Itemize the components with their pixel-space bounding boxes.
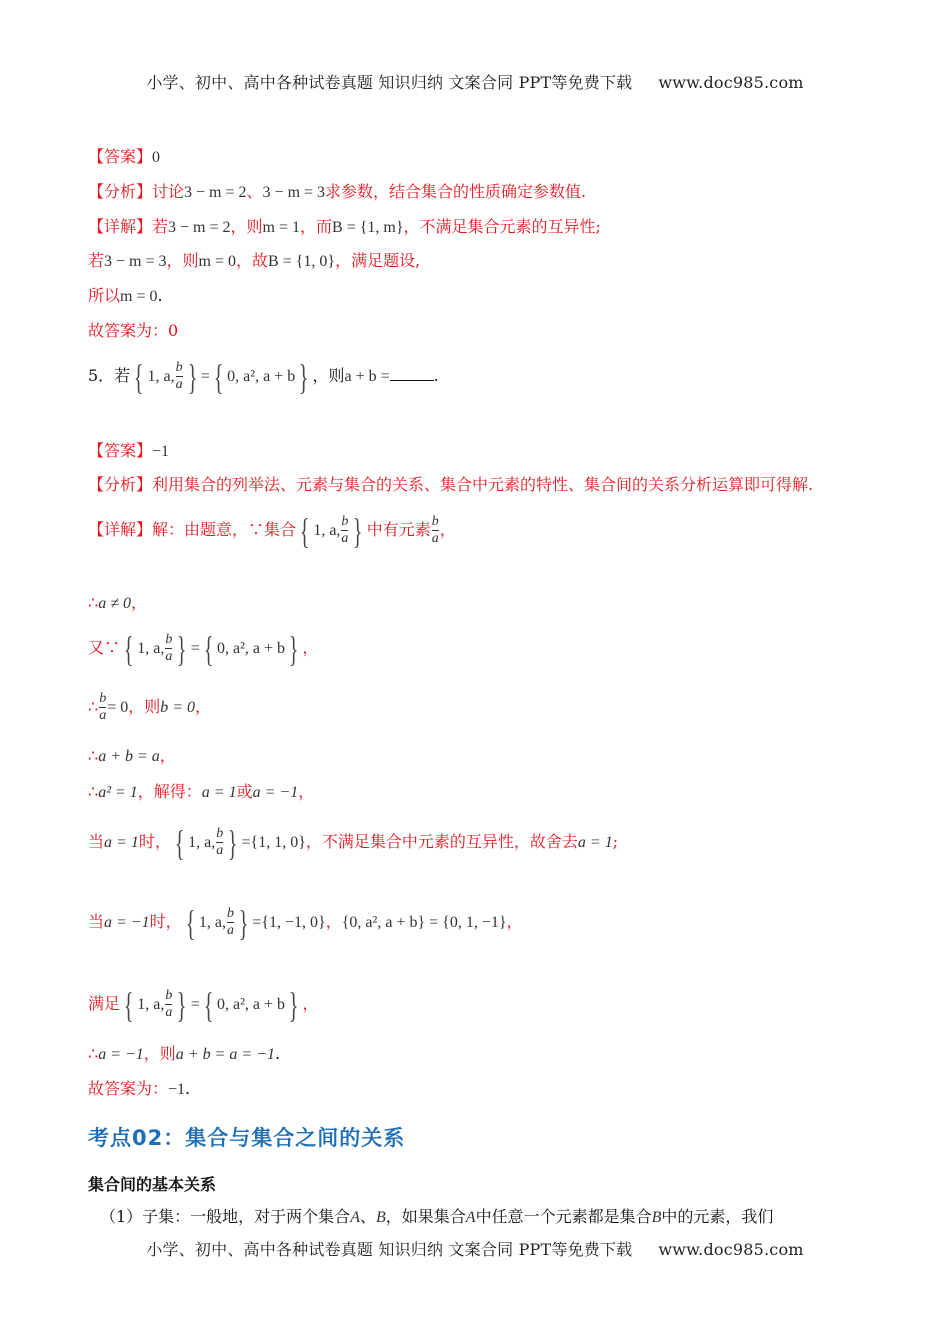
numerator: b bbox=[165, 988, 173, 1003]
q5-detail bbox=[88, 510, 890, 551]
text: 若 bbox=[152, 217, 169, 236]
set-expr bbox=[120, 985, 191, 1025]
analysis-text: 讨论 bbox=[152, 182, 185, 201]
numerator: b bbox=[431, 514, 439, 529]
question-number: 5．若 bbox=[88, 366, 131, 385]
text: ， bbox=[302, 638, 319, 657]
numerator: b bbox=[227, 906, 235, 921]
text: ，满足题设, bbox=[335, 251, 421, 270]
answer-blank bbox=[390, 366, 434, 381]
math-var: B bbox=[375, 1209, 386, 1226]
header-text: 小学、初中、高中各种试卷真题 知识归纳 文案合同 PPT等免费下载 bbox=[146, 73, 633, 92]
page-header bbox=[0, 70, 950, 93]
brace-left: { bbox=[134, 356, 144, 397]
text: ，则 bbox=[312, 366, 345, 385]
equals: = bbox=[200, 368, 210, 385]
set-expr bbox=[130, 357, 201, 397]
text: 若 bbox=[88, 251, 105, 270]
text: ，不满足集合元素的互异性; bbox=[403, 217, 601, 236]
numerator: b bbox=[175, 360, 183, 375]
q5-question bbox=[88, 356, 890, 397]
set-items: 0, a², a + b bbox=[217, 639, 286, 657]
text: 时， bbox=[149, 912, 182, 931]
text: ，则 bbox=[143, 1044, 176, 1063]
text: ，如果集合 bbox=[385, 1207, 466, 1226]
text: 当 bbox=[88, 832, 105, 851]
brace-right: } bbox=[288, 984, 299, 1025]
math-expr: = 0 bbox=[107, 699, 129, 716]
set-expr bbox=[210, 357, 313, 397]
set-expr bbox=[120, 629, 191, 669]
text: ， bbox=[159, 746, 176, 765]
text: ，故 bbox=[236, 251, 269, 270]
denominator: a bbox=[227, 923, 235, 938]
text: 满足 bbox=[88, 994, 121, 1013]
math-expr: a + b = a = −1 bbox=[175, 1046, 275, 1063]
math-expr: a + b = bbox=[344, 368, 390, 385]
footer-site: www.doc985.com bbox=[658, 1240, 804, 1259]
fraction bbox=[99, 691, 106, 724]
brace-right: } bbox=[299, 356, 309, 397]
text: 所以 bbox=[88, 286, 121, 305]
set-items: 0, a², a + b bbox=[227, 367, 296, 385]
math-expr: a = 1 bbox=[104, 834, 139, 851]
denominator: a bbox=[165, 649, 173, 664]
brace-right: } bbox=[177, 628, 187, 669]
set-expr bbox=[296, 511, 367, 551]
text: . bbox=[274, 1044, 281, 1063]
math-expr: a = −1 bbox=[104, 914, 150, 931]
set-items: 1, a, bbox=[188, 833, 216, 851]
math-expr: B = {1, 0} bbox=[268, 253, 336, 270]
math-expr: 3 − m = 2 bbox=[184, 184, 247, 201]
therefore-symbol: ∴ bbox=[88, 697, 99, 716]
brace-right: } bbox=[177, 984, 187, 1025]
set-expr bbox=[171, 823, 242, 863]
therefore-symbol: ∴ bbox=[88, 593, 99, 612]
q5-step-2 bbox=[88, 628, 890, 669]
denominator: a bbox=[175, 377, 183, 392]
math-expr: a ≠ 0 bbox=[98, 595, 131, 612]
set-items: 1, a, bbox=[313, 521, 341, 539]
brace-left: { bbox=[203, 984, 214, 1025]
q5-step-5 bbox=[88, 781, 890, 804]
text: 中有元素 bbox=[366, 520, 431, 539]
brace-right: } bbox=[228, 822, 238, 863]
fraction bbox=[432, 514, 439, 547]
text: . bbox=[185, 1079, 191, 1098]
section-paragraph bbox=[100, 1206, 890, 1229]
q4-detail-1 bbox=[88, 216, 890, 239]
text: ，则 bbox=[166, 251, 199, 270]
set-items: 0, a², a + b bbox=[217, 995, 286, 1013]
q5-step-9 bbox=[88, 1043, 890, 1066]
text: ; bbox=[612, 832, 619, 851]
brace-left: { bbox=[174, 822, 185, 863]
analysis-label: 【分析】 bbox=[88, 182, 153, 201]
answer-label: 【答案】 bbox=[88, 441, 153, 460]
text: ， bbox=[325, 912, 342, 931]
math-expr: 3 − m = 3 bbox=[104, 253, 167, 270]
therefore-symbol: ∴ bbox=[88, 746, 99, 765]
q4-detail-3 bbox=[88, 285, 890, 308]
text: ， bbox=[298, 782, 315, 801]
denominator: a bbox=[99, 708, 107, 723]
analysis-text: 求参数，结合集合的性质确定参数值. bbox=[325, 182, 587, 201]
therefore-symbol: ∴ bbox=[88, 782, 99, 801]
brace-left: { bbox=[299, 510, 310, 551]
q5-analysis bbox=[88, 474, 890, 496]
brace-left: { bbox=[185, 902, 196, 943]
math-expr: a + b = a bbox=[98, 748, 160, 765]
text: . bbox=[433, 366, 439, 385]
set-expr bbox=[200, 985, 303, 1025]
brace-right: } bbox=[238, 902, 249, 943]
math-expr: {0, a², a + b} = {0, 1, −1} bbox=[341, 914, 507, 931]
q4-analysis bbox=[88, 181, 890, 204]
set-items: 1, a, bbox=[147, 367, 175, 385]
footer-text: 小学、初中、高中各种试卷真题 知识归纳 文案合同 PPT等免费下载 bbox=[146, 1240, 633, 1259]
math-expr: b = 0 bbox=[160, 699, 196, 716]
text: ，则 bbox=[128, 697, 161, 716]
text: ， bbox=[506, 912, 523, 931]
fraction bbox=[165, 632, 172, 665]
text: ，而 bbox=[300, 217, 333, 236]
text: 、 bbox=[359, 1207, 376, 1226]
math-expr: m = 0 bbox=[198, 253, 236, 270]
q5-step-4 bbox=[88, 745, 890, 768]
math-expr: a = 1 bbox=[577, 834, 613, 851]
denominator: a bbox=[341, 531, 349, 546]
q5-step-7 bbox=[88, 902, 890, 943]
therefore-symbol: ∴ bbox=[88, 1044, 99, 1063]
fraction bbox=[216, 826, 223, 859]
page-footer bbox=[0, 1237, 950, 1260]
fraction bbox=[165, 988, 172, 1021]
text: 中的元素，我们 bbox=[661, 1207, 774, 1226]
text: ，则 bbox=[230, 217, 263, 236]
set-expr bbox=[182, 903, 253, 943]
text: ， bbox=[302, 994, 319, 1013]
brace-left: { bbox=[213, 356, 224, 397]
q5-step-6 bbox=[88, 822, 890, 863]
set-items: 1, a, bbox=[198, 913, 227, 931]
q5-final-answer bbox=[88, 1078, 890, 1101]
text: ，不满足集合中元素的互异性，故舍去 bbox=[305, 832, 578, 851]
numerator: b bbox=[341, 514, 349, 529]
q4-detail-2 bbox=[88, 250, 890, 273]
analysis-label: 【分析】 bbox=[88, 475, 153, 494]
math-expr: a = 1 bbox=[201, 784, 237, 801]
math-expr: {1, −1, 0} bbox=[261, 914, 326, 931]
q5-answer bbox=[88, 440, 890, 463]
set-items: 1, a, bbox=[137, 639, 165, 657]
numerator: b bbox=[99, 691, 107, 706]
brace-right: } bbox=[353, 510, 363, 551]
fraction bbox=[227, 906, 234, 939]
text: 故答案为： bbox=[88, 1079, 169, 1098]
text: . bbox=[157, 286, 163, 305]
separator: 、 bbox=[246, 182, 263, 201]
q5-step-3 bbox=[88, 690, 890, 725]
text: 又∵ bbox=[88, 638, 121, 657]
text: 当 bbox=[88, 912, 105, 931]
math-var: A bbox=[350, 1209, 360, 1226]
brace-left: { bbox=[123, 984, 134, 1025]
analysis-text: 利用集合的列举法、元素与集合的关系、集合中元素的特性、集合间的关系分析运算即可得解. bbox=[152, 475, 814, 494]
brace-left: { bbox=[203, 628, 214, 669]
denominator: a bbox=[431, 531, 439, 546]
set-items: 1, a, bbox=[137, 995, 165, 1013]
denominator: a bbox=[165, 1005, 173, 1020]
math-expr: a² = 1 bbox=[98, 784, 138, 801]
text: 解：由题意，∵集合 bbox=[152, 520, 297, 539]
math-expr: 3 − m = 2 bbox=[168, 219, 231, 236]
text: 时， bbox=[138, 832, 171, 851]
math-var: A bbox=[465, 1209, 476, 1226]
text: ， bbox=[439, 520, 456, 539]
answer-value: −1 bbox=[168, 1081, 186, 1098]
numerator: b bbox=[165, 632, 173, 647]
header-site: www.doc985.com bbox=[658, 73, 804, 92]
text: ， bbox=[130, 593, 147, 612]
math-expr: a = −1 bbox=[252, 784, 299, 801]
set-expr bbox=[200, 629, 303, 669]
brace-right: } bbox=[288, 628, 299, 669]
q4-answer bbox=[88, 146, 890, 169]
answer-label: 【答案】 bbox=[88, 147, 153, 166]
q5-step-1 bbox=[88, 592, 890, 615]
answer-value: 0 bbox=[152, 149, 161, 166]
text: 或 bbox=[236, 782, 253, 801]
section-subtitle: 集合间的基本关系 bbox=[88, 1175, 217, 1194]
equals: = bbox=[241, 834, 251, 851]
answer-value: −1 bbox=[152, 443, 170, 460]
math-expr: m = 1 bbox=[262, 219, 301, 236]
math-expr: a = −1 bbox=[98, 1046, 144, 1063]
denominator: a bbox=[216, 843, 224, 858]
fraction bbox=[341, 514, 348, 547]
section-title: 考点02：集合与集合之间的关系 bbox=[88, 1126, 406, 1150]
math-var: B bbox=[651, 1209, 662, 1226]
q5-step-8 bbox=[88, 984, 890, 1025]
detail-label: 【详解】 bbox=[88, 217, 153, 236]
text: 中任意一个元素都是集合 bbox=[475, 1207, 652, 1226]
brace-right: } bbox=[187, 356, 197, 397]
text: ， bbox=[195, 697, 212, 716]
math-expr: 3 − m = 3 bbox=[262, 184, 326, 201]
equals: = bbox=[190, 996, 200, 1013]
equals: = bbox=[190, 640, 200, 657]
text: ，解得： bbox=[137, 782, 202, 801]
brace-left: { bbox=[123, 628, 134, 669]
math-expr: m = 0 bbox=[120, 288, 158, 305]
math-expr: {1, 1, 0} bbox=[250, 834, 306, 851]
text: （1）子集：一般地，对于两个集合 bbox=[100, 1207, 351, 1226]
equals: = bbox=[252, 914, 262, 931]
fraction bbox=[176, 360, 183, 393]
detail-label: 【详解】 bbox=[88, 520, 153, 539]
math-expr: B = {1, m} bbox=[332, 219, 404, 236]
q4-final-answer: 故答案为：0 bbox=[88, 321, 179, 340]
numerator: b bbox=[216, 826, 224, 841]
